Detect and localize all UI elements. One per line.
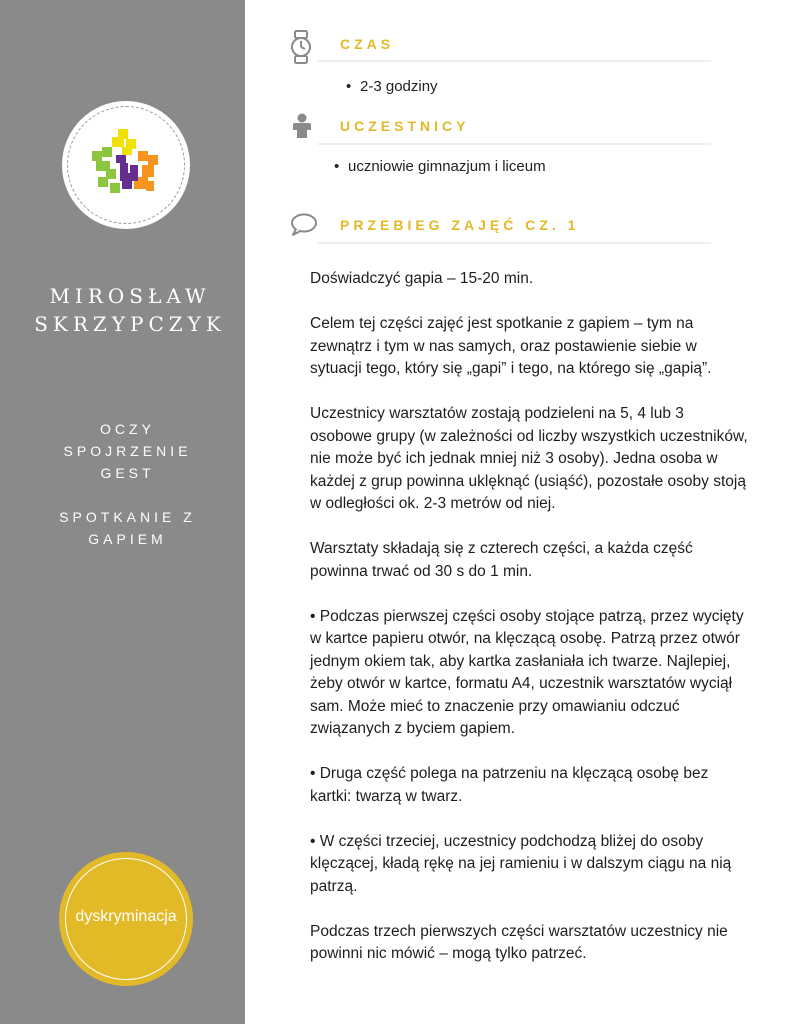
section-title-participants: UCZESTNICY — [340, 118, 470, 134]
keyword: SPOJRZENIE — [63, 443, 192, 459]
paragraph: Uczestnicy warsztatów zostają podzieleni na 5, 4 lub 3 osobowe grupy (w zależności od liczby wszystkich uczestników, nie może być ich jednak mniej niż 3 osoby). Jedna osoba w każdej z grup powinna uklęknąć (usiąść), pozostałe osoby stoją w odległości ok. 2-3 metrów od niej. — [310, 405, 748, 512]
section-divider — [318, 60, 711, 62]
author-last-name: SKRZYPCZYK — [34, 312, 226, 336]
paragraph: • Podczas pierwszej części osoby stojące patrzą, przez wycięty w kartce papieru otwór, na klęczącą osobę. Patrzą przez otwór jednym okiem tak, aby kartka zasłaniała ich twarze. Najlepiej, żeby otwór w kartce, formatu A4, uczestnik warsztatów wyciął sam. Może mieć to znaczenie przy omawianiu odczuć związanych z byciem gapiem. — [310, 607, 744, 737]
logo-badge — [62, 101, 190, 229]
category-label: dyskryminacja — [75, 908, 177, 925]
paragraph: • Druga część polega na patrzeniu na klęczącą osobę bez kartki: twarzą w twarz. — [310, 765, 709, 805]
keyword: GEST — [100, 465, 155, 481]
paragraph: Warsztaty składają się z czterech części, a każda część powinna trwać od 30 s do 1 min. — [310, 540, 693, 580]
section-title-time: CZAS — [340, 36, 395, 52]
puzzle-logo-icon — [86, 125, 166, 205]
person-icon — [291, 113, 313, 139]
keywords — [40, 418, 215, 550]
time-item: • 2-3 godziny — [360, 78, 438, 95]
paragraph: Celem tej części zajęć jest spotkanie z gapiem – tym na zewnątrz i tym w nas samych, oraz postawienie siebie w sytuacji tego, który się „gapi” i tego, na którego się „gapią”. — [310, 315, 712, 377]
author-name — [20, 282, 240, 338]
watch-icon — [290, 30, 312, 64]
paragraph: • W części trzeciej, uczestnicy podchodzą bliżej do osoby klęczącej, kładą rękę na jej ramieniu i w dalszym ciągu na nią patrzą. — [310, 832, 732, 895]
speech-bubble-icon — [290, 213, 318, 237]
keyword: SPOTKANIE Z — [59, 509, 196, 525]
paragraph: Podczas trzech pierwszych części warsztatów uczestnicy nie powinni nic mówić – mogą tylko patrzeć. — [310, 922, 728, 962]
paragraph: Doświadczyć gapia – 15-20 min. — [310, 270, 534, 287]
participants-item: • uczniowie gimnazjum i liceum — [348, 158, 546, 175]
author-first-name: MIROSŁAW — [49, 284, 211, 308]
keyword: GAPIEM — [88, 531, 167, 547]
sidebar — [0, 0, 245, 1024]
lesson-description — [310, 268, 750, 988]
section-divider — [318, 143, 711, 145]
category-badge — [59, 852, 193, 986]
section-divider — [318, 242, 711, 244]
keyword: OCZY — [100, 421, 155, 437]
section-title-course: PRZEBIEG ZAJĘĆ CZ. 1 — [340, 217, 580, 233]
